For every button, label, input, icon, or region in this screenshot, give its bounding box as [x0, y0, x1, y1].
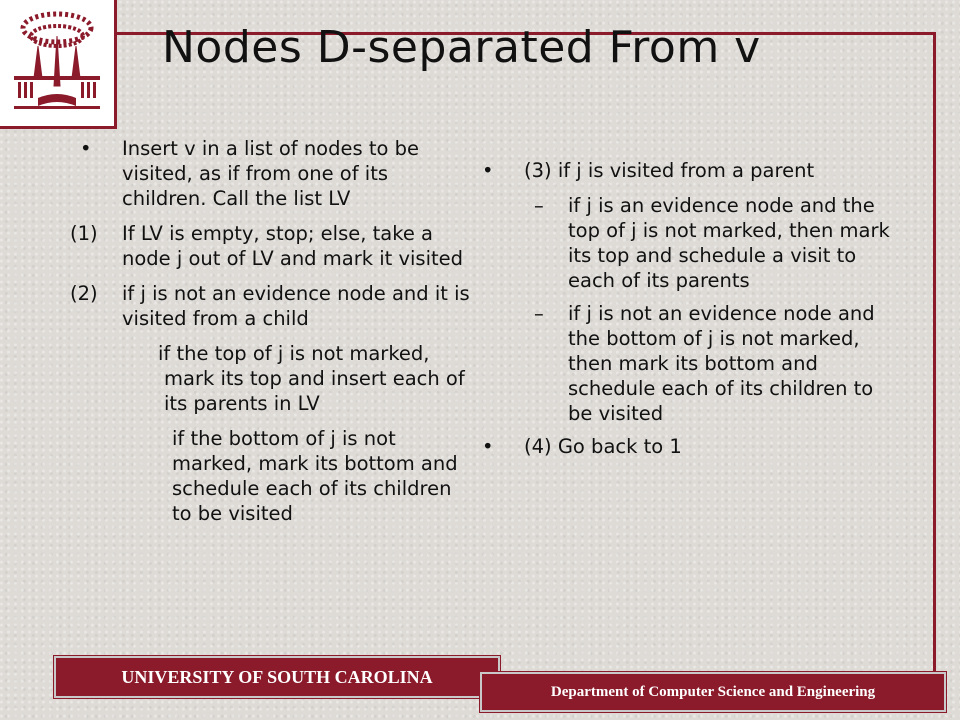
department-banner: Department of Computer Science and Engineering [480, 672, 946, 712]
right-column [478, 158, 898, 469]
list-item [478, 193, 898, 293]
university-logo [0, 0, 117, 129]
bullet-marker: • [482, 159, 494, 182]
step2-sub2-text: if the bottom of j is not marked, mark its bottom and schedule each of its children to be visited [172, 427, 458, 525]
dash-marker: – [534, 194, 544, 217]
list-item [478, 301, 898, 426]
list-item [70, 136, 470, 211]
list-item [70, 426, 470, 526]
step2-sub1-text: if the top of j is not marked, mark its top and insert each of its parents in LV [158, 342, 465, 415]
bullet-marker: • [80, 137, 92, 160]
step2-text: if j is not an evidence node and it is visited from a child [122, 282, 470, 330]
list-item [478, 158, 898, 183]
step-number: (1) [70, 222, 98, 245]
palmetto-tree-logo-icon [8, 6, 106, 118]
list-item [70, 341, 470, 416]
step-number: (2) [70, 282, 98, 305]
slide-title: Nodes D-separated From v [162, 22, 761, 73]
dash-marker: – [534, 302, 544, 325]
bullet-marker: • [482, 435, 494, 458]
intro-text: Insert v in a list of nodes to be visited, as if from one of its children. Call the list LV [122, 137, 419, 210]
list-item [70, 281, 470, 331]
left-column [70, 136, 470, 536]
frame-right-line [933, 32, 936, 672]
step3-sub1-text: if j is an evidence node and the top of j is not marked, then mark its top and schedule a visit to each of its parents [568, 194, 890, 292]
list-item [478, 434, 898, 459]
step3-text: (3) if j is visited from a parent [524, 159, 815, 182]
step4-text: (4) Go back to 1 [524, 435, 682, 458]
university-banner: UNIVERSITY OF SOUTH CAROLINA [54, 656, 500, 698]
step1-text: If LV is empty, stop; else, take a node j out of LV and mark it visited [122, 222, 464, 270]
step3-sub2-text: if j is not an evidence node and the bottom of j is not marked, then mark its bottom and schedule each of its children to be visited [568, 302, 875, 425]
list-item [70, 221, 470, 271]
